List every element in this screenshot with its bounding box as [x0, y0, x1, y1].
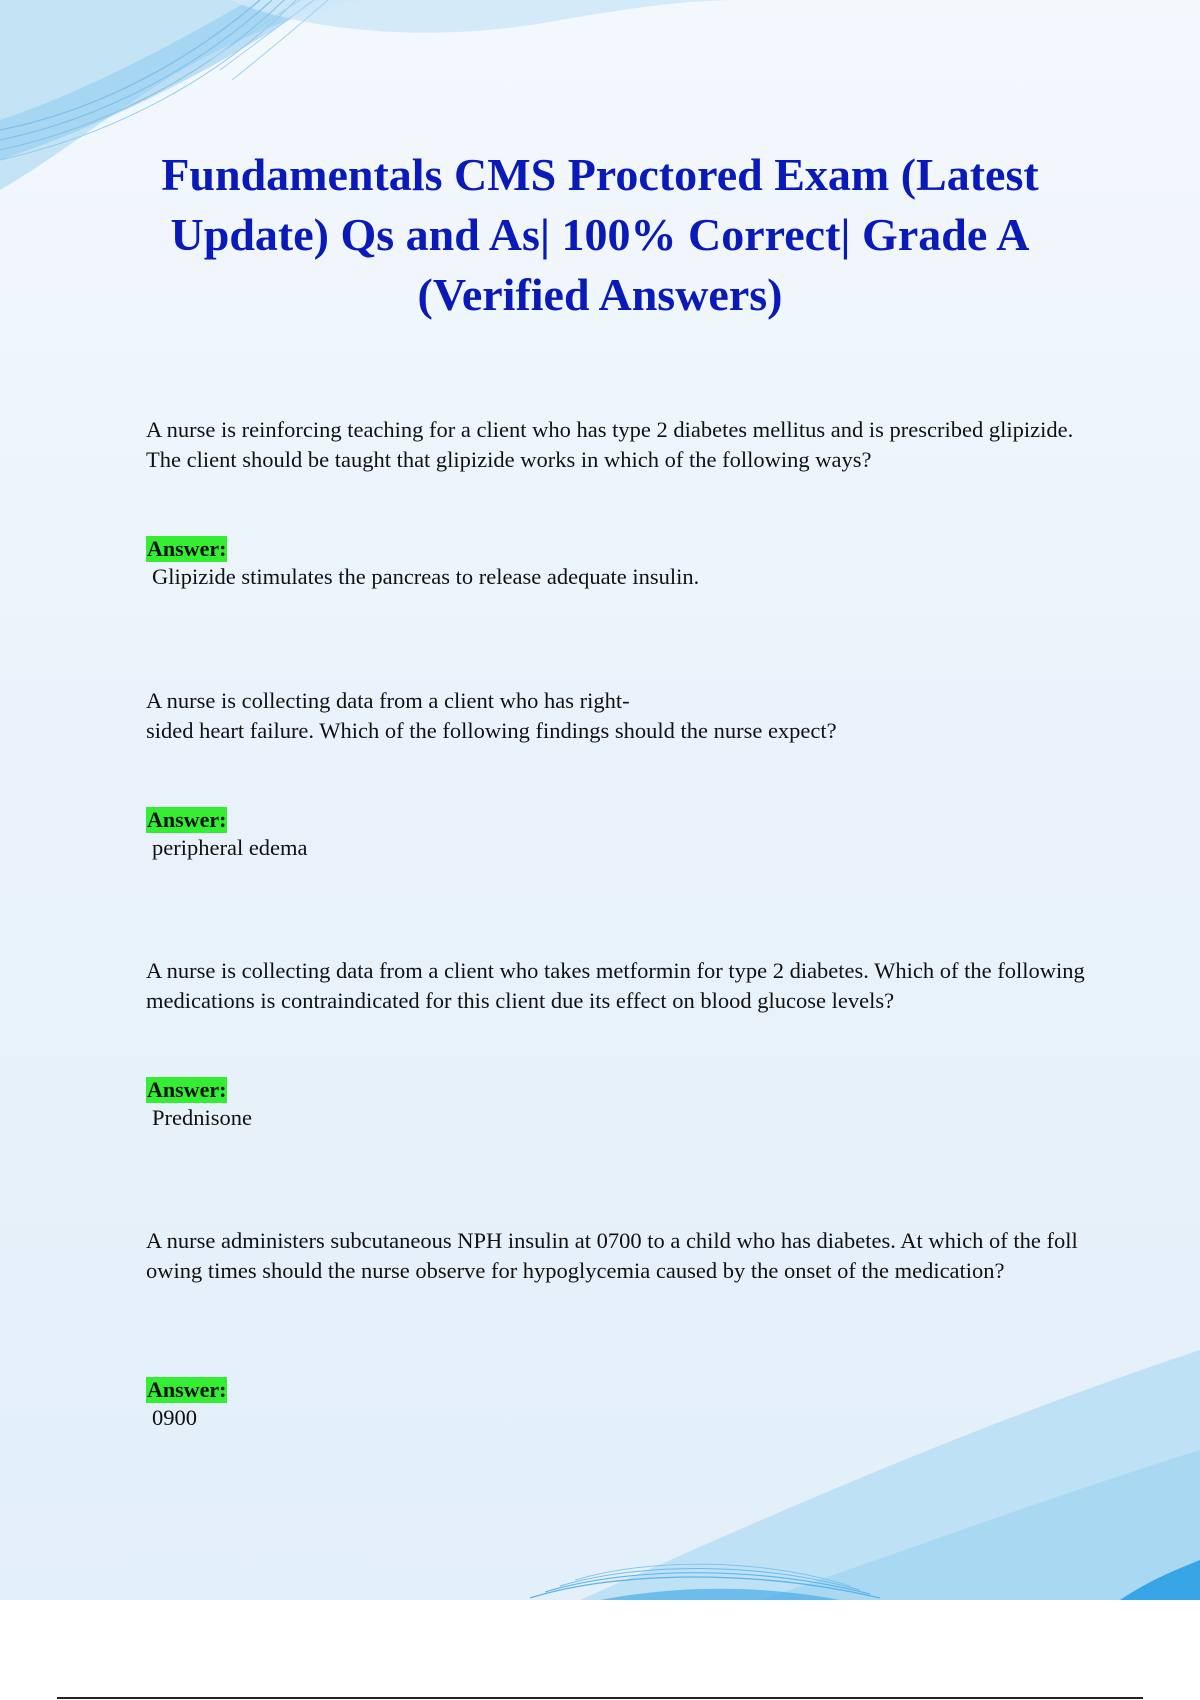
question-2 — [146, 686, 1086, 746]
qa-item-1 — [146, 415, 1086, 589]
qa-item-3 — [146, 956, 1086, 1130]
answer-block-1 — [146, 536, 699, 592]
answer-block-2 — [146, 807, 308, 863]
answer-label: Answer: — [147, 807, 227, 832]
footer-divider — [57, 1697, 1143, 1699]
question-4: A nurse administers subcutaneous NPH insulin at 0700 to a child who has diabetes. At which of the following times should the nurse observe for hypoglycemia caused by the onset of the medication? — [146, 1228, 1078, 1283]
qa-item-2 — [146, 686, 1086, 860]
answer-label: Answer: — [147, 1377, 227, 1402]
answer-block-3 — [146, 1077, 252, 1133]
answer-block-4 — [146, 1377, 227, 1433]
question-3: A nurse is collecting data from a client who takes metformin for type 2 diabetes. Which of the following medications is contraindicated for this client due its effect on blood glucose levels? — [146, 958, 1085, 1013]
document-title: Fundamentals CMS Proctored Exam (Latest Update) Qs and As| 100% Correct| Grade A (Verified Answers) — [161, 149, 1039, 320]
answer-label: Answer: — [147, 536, 227, 561]
answer-1: Glipizide stimulates the pancreas to release adequate insulin. — [152, 564, 700, 589]
answer-label: Answer: — [147, 1077, 227, 1102]
question-2-line-1: A nurse is collecting data from a client who has right- — [146, 688, 630, 713]
answer-2: peripheral edema — [152, 835, 308, 860]
qa-item-4 — [146, 1226, 1086, 1430]
question-2-line-2: sided heart failure. Which of the following findings should the nurse expect? — [146, 718, 837, 743]
answer-3: Prednisone — [152, 1105, 252, 1130]
question-1: A nurse is reinforcing teaching for a client who has type 2 diabetes mellitus and is prescribed glipizide. The client should be taught that glipizide works in which of the following ways? — [146, 417, 1074, 472]
answer-4: 0900 — [152, 1405, 197, 1430]
